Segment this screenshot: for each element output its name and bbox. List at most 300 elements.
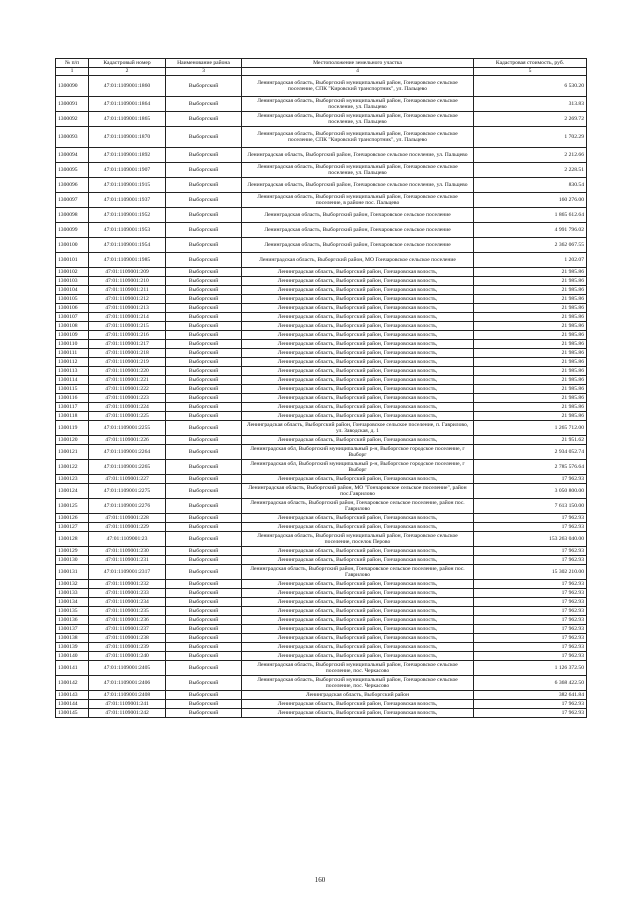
row-number-cell: 1300145 [56, 709, 89, 718]
cadastral-number-cell: 47:01:1109001:1864 [89, 97, 166, 112]
district-cell: Выборгский [166, 112, 242, 127]
table-row [56, 331, 587, 340]
table-row [56, 148, 587, 163]
table-row [56, 376, 587, 385]
cadastral-number-cell: 47:01:1109001:210 [89, 277, 166, 286]
location-cell: Ленинградская область, Выборгский район, Гончаровская волость, [242, 268, 474, 277]
cadastral-number-cell: 47:01:1109001:1952 [89, 208, 166, 223]
row-number-cell: 1300140 [56, 652, 89, 661]
cadastral-number-cell: 47:01:1109001:1860 [89, 76, 166, 97]
cadastral-number-cell: 47:01:1109001:2406 [89, 676, 166, 691]
cadastral-value-cell: 21 985.86 [474, 358, 587, 367]
row-number-cell: 1300125 [56, 499, 89, 514]
row-number-cell: 1300107 [56, 313, 89, 322]
location-cell: Ленинградская область, Выборгский муниципальный район, Гончаровское сельское поселение, пос. Черкасово [242, 661, 474, 676]
location-cell: Ленинградская область, Выборгский район, МО Гончаровское сельское поселение [242, 253, 474, 268]
cadastral-value-cell: 1 702.29 [474, 127, 587, 148]
cadastral-value-cell: 21 985.86 [474, 295, 587, 304]
cadastral-number-cell: 47:01:1109001:233 [89, 589, 166, 598]
district-cell: Выборгский [166, 700, 242, 709]
location-cell: Ленинградская область, Выборгский район, Гончаровская волость, [242, 331, 474, 340]
row-number-cell: 1300110 [56, 340, 89, 349]
cadastral-value-cell: 21 985.86 [474, 412, 587, 421]
cadastral-table [55, 58, 587, 718]
cadastral-number-cell: 47:01:1109001:1870 [89, 127, 166, 148]
cadastral-number-cell: 47:01:1109001:222 [89, 385, 166, 394]
row-number-cell: 1300097 [56, 193, 89, 208]
cadastral-value-cell: 1 202.07 [474, 253, 587, 268]
location-cell: Ленинградская область, Выборгский район, Гончаровское сельское поселение, ул. Пальцево [242, 148, 474, 163]
cadastral-value-cell: 4 991 796.02 [474, 223, 587, 238]
location-cell: Ленинградская область, Выборгский район, Гончаровское сельское поселение [242, 223, 474, 238]
cadastral-value-cell: 153 263 040.00 [474, 532, 587, 547]
district-cell: Выборгский [166, 499, 242, 514]
cadastral-number-cell: 47:01:1109001:2317 [89, 565, 166, 580]
row-number-cell: 1300137 [56, 625, 89, 634]
cadastral-value-cell: 2 362 067.55 [474, 238, 587, 253]
row-number-cell: 1300142 [56, 676, 89, 691]
table-row [56, 238, 587, 253]
location-cell: Ленинградская область, Выборгский район, Гончаровская волость, [242, 556, 474, 565]
location-cell: Ленинградская область, Выборгский район, Гончаровская волость, [242, 475, 474, 484]
location-cell: Ленинградская область, Выборгский район, Гончаровская волость, [242, 295, 474, 304]
cadastral-number-cell: 47:01:1109001:221 [89, 376, 166, 385]
cadastral-number-cell: 47:01:1109001:223 [89, 394, 166, 403]
row-number-cell: 1300127 [56, 523, 89, 532]
row-number-cell: 1300115 [56, 385, 89, 394]
location-cell: Ленинградская область, Выборгский район, Гончаровская волость, [242, 709, 474, 718]
table-row [56, 295, 587, 304]
cadastral-number-cell: 47:01:1109001:215 [89, 322, 166, 331]
cadastral-number-cell: 47:01:1109001:217 [89, 340, 166, 349]
location-cell: Ленинградская область, Выборгский район, Гончаровская волость, [242, 367, 474, 376]
district-cell: Выборгский [166, 412, 242, 421]
location-cell: Ленинградская область, Выборгский муниципальный район, Гончаровское сельское поселение, в районе пос. Пальцево [242, 193, 474, 208]
table-row [56, 625, 587, 634]
table-row [56, 634, 587, 643]
district-cell: Выборгский [166, 286, 242, 295]
district-cell: Выборгский [166, 208, 242, 223]
district-cell: Выборгский [166, 532, 242, 547]
cadastral-value-cell: 21 985.86 [474, 322, 587, 331]
district-cell: Выборгский [166, 385, 242, 394]
cadastral-value-cell: 2 212.66 [474, 148, 587, 163]
row-number-cell: 1300101 [56, 253, 89, 268]
district-cell: Выборгский [166, 643, 242, 652]
cadastral-value-cell: 7 613 150.00 [474, 499, 587, 514]
district-cell: Выборгский [166, 565, 242, 580]
row-number-cell: 1300108 [56, 322, 89, 331]
cadastral-number-cell: 47:01:1109001:1953 [89, 223, 166, 238]
cadastral-number-cell: 47:01:1109001:239 [89, 643, 166, 652]
table-row [56, 76, 587, 97]
column-number: 2 [89, 68, 166, 76]
cadastral-number-cell: 47:01:1109001:232 [89, 580, 166, 589]
cadastral-value-cell: 6 530.20 [474, 76, 587, 97]
location-cell: Ленинградская область, Выборгский муниципальный район, Гончаровское сельское поселение, ул. Пальцево [242, 112, 474, 127]
cadastral-number-cell: 47:01:1109001:230 [89, 547, 166, 556]
table-row [56, 691, 587, 700]
cadastral-number-cell: 47:01:1109001:2264 [89, 445, 166, 460]
table-row [56, 277, 587, 286]
cadastral-value-cell: 21 985.86 [474, 349, 587, 358]
row-number-cell: 1300116 [56, 394, 89, 403]
cadastral-value-cell: 21 985.86 [474, 313, 587, 322]
table-row [56, 484, 587, 499]
column-number: 4 [242, 68, 474, 76]
table-row [56, 532, 587, 547]
district-cell: Выборгский [166, 625, 242, 634]
district-cell: Выборгский [166, 514, 242, 523]
district-cell: Выборгский [166, 421, 242, 436]
cadastral-number-cell: 47:01:1109001:220 [89, 367, 166, 376]
table-row [56, 616, 587, 625]
cadastral-number-cell: 47:01:1109001:1915 [89, 178, 166, 193]
cadastral-number-cell: 47:01:1109001:2275 [89, 484, 166, 499]
table-row [56, 547, 587, 556]
cadastral-number-cell: 47:01:1109001:2405 [89, 661, 166, 676]
table-row [56, 412, 587, 421]
location-cell: Ленинградская область, Выборгский район, Гончаровское сельское поселение, район пос. Гаврилово [242, 499, 474, 514]
cadastral-value-cell: 17 962.93 [474, 634, 587, 643]
cadastral-value-cell: 17 962.93 [474, 643, 587, 652]
cadastral-value-cell: 21 985.86 [474, 367, 587, 376]
district-cell: Выборгский [166, 403, 242, 412]
cadastral-value-cell: 830.54 [474, 178, 587, 193]
row-number-cell: 1300131 [56, 565, 89, 580]
header-row [56, 59, 587, 68]
row-number-cell: 1300138 [56, 634, 89, 643]
cadastral-number-cell: 47:01:1109001:2276 [89, 499, 166, 514]
table-row [56, 223, 587, 238]
row-number-cell: 1300111 [56, 349, 89, 358]
cadastral-number-cell: 47:01:1109001:23 [89, 532, 166, 547]
location-cell: Ленинградская область, Выборгский район, Гончаровская волость, [242, 412, 474, 421]
district-cell: Выборгский [166, 322, 242, 331]
district-cell: Выборгский [166, 331, 242, 340]
location-cell: Ленинградская область, Выборгский район, Гончаровская волость, [242, 385, 474, 394]
location-cell: Ленинградская область, Выборгский район, Гончаровская волость, [242, 436, 474, 445]
table-row [56, 253, 587, 268]
row-number-cell: 1300109 [56, 331, 89, 340]
cadastral-number-cell: 47:01:1109001:1937 [89, 193, 166, 208]
cadastral-value-cell: 21 985.86 [474, 277, 587, 286]
cadastral-value-cell: 17 962.93 [474, 652, 587, 661]
cadastral-value-cell: 17 962.93 [474, 547, 587, 556]
table-row [56, 349, 587, 358]
district-cell: Выборгский [166, 367, 242, 376]
row-number-cell: 1300132 [56, 580, 89, 589]
district-cell: Выборгский [166, 436, 242, 445]
location-cell: Ленинградская обл, Выборгский муниципальный р-н, Выборгское городское поселение, г Выборг [242, 445, 474, 460]
table-row [56, 178, 587, 193]
location-cell: Ленинградская область, Выборгский район, Гончаровская волость, [242, 349, 474, 358]
cadastral-number-cell: 47:01:1109001:241 [89, 700, 166, 709]
row-number-cell: 1300102 [56, 268, 89, 277]
location-cell: Ленинградская область, Выборгский район, Гончаровская волость, [242, 322, 474, 331]
location-cell: Ленинградская область, Выборгский район, Гончаровская волость, [242, 616, 474, 625]
cadastral-value-cell: 382 641.84 [474, 691, 587, 700]
location-cell: Ленинградская область, Выборгский район, Гончаровская волость, [242, 589, 474, 598]
table-row [56, 358, 587, 367]
location-cell: Ленинградская область, Выборгский муниципальный район, Гончаровское сельское поселение, пос. Черкасово [242, 676, 474, 691]
district-cell: Выборгский [166, 607, 242, 616]
row-number-cell: 1300122 [56, 460, 89, 475]
district-cell: Выборгский [166, 589, 242, 598]
cadastral-number-cell: 47:01:1109001:226 [89, 436, 166, 445]
table-row [56, 340, 587, 349]
cadastral-value-cell: 21 985.86 [474, 403, 587, 412]
table-row [56, 403, 587, 412]
cadastral-number-cell: 47:01:1109001:240 [89, 652, 166, 661]
district-cell: Выборгский [166, 277, 242, 286]
table-row [56, 556, 587, 565]
table-row [56, 523, 587, 532]
location-cell: Ленинградская область, Выборгский район, Гончаровская волость, [242, 598, 474, 607]
table-row [56, 208, 587, 223]
district-cell: Выборгский [166, 127, 242, 148]
table-row [56, 127, 587, 148]
location-cell: Ленинградская область, Выборгский район, Гончаровская волость, [242, 313, 474, 322]
cadastral-value-cell: 17 962.93 [474, 475, 587, 484]
row-number-cell: 1300100 [56, 238, 89, 253]
district-cell: Выборгский [166, 652, 242, 661]
cadastral-number-cell: 47:01:1109001:1954 [89, 238, 166, 253]
table-row [56, 475, 587, 484]
district-cell: Выборгский [166, 304, 242, 313]
district-cell: Выборгский [166, 394, 242, 403]
table-row [56, 304, 587, 313]
cadastral-number-cell: 47:01:1109001:213 [89, 304, 166, 313]
district-cell: Выборгский [166, 445, 242, 460]
table-row [56, 661, 587, 676]
table-row [56, 565, 587, 580]
cadastral-number-cell: 47:01:1109001:211 [89, 286, 166, 295]
row-number-cell: 1300105 [56, 295, 89, 304]
cadastral-number-cell: 47:01:1109001:224 [89, 403, 166, 412]
location-cell: Ленинградская область, Выборгский район, Гончаровская волость, [242, 652, 474, 661]
cadastral-value-cell: 21 985.86 [474, 331, 587, 340]
cadastral-number-cell: 47:01:1109001:237 [89, 625, 166, 634]
cadastral-value-cell: 21 951.62 [474, 436, 587, 445]
cadastral-number-cell: 47:01:1109001:216 [89, 331, 166, 340]
row-number-cell: 1300098 [56, 208, 89, 223]
table-row [56, 268, 587, 277]
column-number: 3 [166, 68, 242, 76]
cadastral-value-cell: 6 368 422.50 [474, 676, 587, 691]
cadastral-value-cell: 17 962.93 [474, 556, 587, 565]
table-row [56, 163, 587, 178]
cadastral-number-cell: 47:01:1109001:242 [89, 709, 166, 718]
column-number-row [56, 68, 587, 76]
location-cell: Ленинградская область, Выборгский район, Гончаровская волость, [242, 394, 474, 403]
location-cell: Ленинградская область, Выборгский район, Гончаровское сельское поселение, район пос. Гаврилово [242, 565, 474, 580]
location-cell: Ленинградская область, Выборгский район, МО "Гончаровское сельское поселение", район пос.Гаврилово [242, 484, 474, 499]
row-number-cell: 1300096 [56, 178, 89, 193]
district-cell: Выборгский [166, 340, 242, 349]
table-row [56, 367, 587, 376]
location-cell: Ленинградская область, Выборгский район, Гончаровское сельское поселение [242, 208, 474, 223]
table-row [56, 385, 587, 394]
cadastral-value-cell: 21 985.86 [474, 376, 587, 385]
cadastral-number-cell: 47:01:1109001:225 [89, 412, 166, 421]
cadastral-number-cell: 47:01:1109001:214 [89, 313, 166, 322]
table-row [56, 436, 587, 445]
row-number-cell: 1300144 [56, 700, 89, 709]
row-number-cell: 1300099 [56, 223, 89, 238]
cadastral-value-cell: 21 985.86 [474, 286, 587, 295]
table-row [56, 286, 587, 295]
location-cell: Ленинградская область, Выборгский район, Гончаровская волость, [242, 376, 474, 385]
district-cell: Выборгский [166, 547, 242, 556]
district-cell: Выборгский [166, 358, 242, 367]
cadastral-value-cell: 17 962.93 [474, 709, 587, 718]
cadastral-value-cell: 17 962.93 [474, 598, 587, 607]
district-cell: Выборгский [166, 484, 242, 499]
cadastral-number-cell: 47:01:1109001:218 [89, 349, 166, 358]
cadastral-number-cell: 47:01:1109001:227 [89, 475, 166, 484]
row-number-cell: 1300103 [56, 277, 89, 286]
row-number-cell: 1300118 [56, 412, 89, 421]
row-number-cell: 1300112 [56, 358, 89, 367]
table-row [56, 322, 587, 331]
cadastral-number-cell: 47:01:1109001:235 [89, 607, 166, 616]
table-row [56, 709, 587, 718]
table-body [56, 76, 587, 718]
cadastral-value-cell: 21 985.86 [474, 394, 587, 403]
district-cell: Выборгский [166, 709, 242, 718]
page-number: 160 [314, 876, 326, 884]
location-cell: Ленинградская область, Выборгский район, Гончаровская волость, [242, 547, 474, 556]
district-cell: Выборгский [166, 460, 242, 475]
row-number-cell: 1300090 [56, 76, 89, 97]
cadastral-value-cell: 160 276.00 [474, 193, 587, 208]
cadastral-value-cell: 17 962.93 [474, 589, 587, 598]
cadastral-value-cell: 17 962.93 [474, 625, 587, 634]
cadastral-value-cell: 21 985.86 [474, 268, 587, 277]
table-row [56, 514, 587, 523]
cadastral-number-cell: 47:01:1109001:212 [89, 295, 166, 304]
table-row [56, 499, 587, 514]
location-cell: Ленинградская область, Выборгский район, Гончаровская волость, [242, 286, 474, 295]
district-cell: Выборгский [166, 223, 242, 238]
row-number-cell: 1300091 [56, 97, 89, 112]
cadastral-value-cell: 17 962.93 [474, 514, 587, 523]
district-cell: Выборгский [166, 349, 242, 358]
table-row [56, 700, 587, 709]
district-cell: Выборгский [166, 580, 242, 589]
location-cell: Ленинградская область, Выборгский район, Гончаровская волость, [242, 277, 474, 286]
table-row [56, 97, 587, 112]
row-number-cell: 1300141 [56, 661, 89, 676]
header-location: Местоположение земельного участка [242, 59, 474, 68]
location-cell: Ленинградская область, Выборгский муниципальный район, Гончаровское сельское поселение, ул. Пальцево [242, 163, 474, 178]
cadastral-value-cell: 313.83 [474, 97, 587, 112]
row-number-cell: 1300134 [56, 598, 89, 607]
cadastral-number-cell: 47:01:1109001:2408 [89, 691, 166, 700]
row-number-cell: 1300094 [56, 148, 89, 163]
location-cell: Ленинградская область, Выборгский район, Гончаровское сельское поселение, ул. Пальцево [242, 178, 474, 193]
table-row [56, 607, 587, 616]
table-row [56, 445, 587, 460]
row-number-cell: 1300133 [56, 589, 89, 598]
district-cell: Выборгский [166, 691, 242, 700]
district-cell: Выборгский [166, 556, 242, 565]
location-cell: Ленинградская область, Выборгский район, Гончаровская волость, [242, 580, 474, 589]
location-cell: Ленинградская обл, Выборгский муниципальный р-н, Выборгское городское поселение, г Выборг [242, 460, 474, 475]
cadastral-value-cell: 1 865 612.64 [474, 208, 587, 223]
cadastral-number-cell: 47:01:1109001:2265 [89, 460, 166, 475]
cadastral-value-cell: 21 985.86 [474, 385, 587, 394]
row-number-cell: 1300136 [56, 616, 89, 625]
cadastral-value-cell: 2 228.51 [474, 163, 587, 178]
table-row [56, 460, 587, 475]
table-row [56, 580, 587, 589]
cadastral-value-cell: 2 785 576.64 [474, 460, 587, 475]
location-cell: Ленинградская область, Выборгский район, Гончаровская волость, [242, 514, 474, 523]
row-number-cell: 1300130 [56, 556, 89, 565]
district-cell: Выборгский [166, 253, 242, 268]
district-cell: Выборгский [166, 163, 242, 178]
location-cell: Ленинградская область, Выборгский муниципальный район, Гончаровское сельское поселение, СПК "Кировский транспортник", ул. Пальцево [242, 76, 474, 97]
cadastral-number-cell: 47:01:1109001:209 [89, 268, 166, 277]
cadastral-number-cell: 47:01:1109001:228 [89, 514, 166, 523]
row-number-cell: 1300092 [56, 112, 89, 127]
location-cell: Ленинградская область, Выборгский муниципальный район, Гончаровское сельское поселение, поселок Перово [242, 532, 474, 547]
cadastral-value-cell: 1 126 372.50 [474, 661, 587, 676]
table-row [56, 643, 587, 652]
cadastral-value-cell: 21 985.86 [474, 304, 587, 313]
location-cell: Ленинградская область, Выборгский район, Гончаровская волость, [242, 634, 474, 643]
table-row [56, 112, 587, 127]
table-row [56, 421, 587, 436]
cadastral-value-cell: 17 962.93 [474, 700, 587, 709]
location-cell: Ленинградская область, Выборгский район, Гончаровская волость, [242, 607, 474, 616]
cadastral-number-cell: 47:01:1109001:234 [89, 598, 166, 607]
district-cell: Выборгский [166, 376, 242, 385]
cadastral-number-cell: 47:01:1109001:1907 [89, 163, 166, 178]
row-number-cell: 1300124 [56, 484, 89, 499]
cadastral-value-cell: 2 269.72 [474, 112, 587, 127]
cadastral-value-cell: 17 962.93 [474, 580, 587, 589]
district-cell: Выборгский [166, 295, 242, 304]
district-cell: Выборгский [166, 676, 242, 691]
row-number-cell: 1300119 [56, 421, 89, 436]
district-cell: Выборгский [166, 97, 242, 112]
cadastral-value-cell: 1 265 712.00 [474, 421, 587, 436]
district-cell: Выборгский [166, 523, 242, 532]
row-number-cell: 1300093 [56, 127, 89, 148]
column-number: 1 [56, 68, 89, 76]
row-number-cell: 1300120 [56, 436, 89, 445]
district-cell: Выборгский [166, 148, 242, 163]
row-number-cell: 1300143 [56, 691, 89, 700]
cadastral-number-cell: 47:01:1109001:2255 [89, 421, 166, 436]
location-cell: Ленинградская область, Выборгский муниципальный район, Гончаровское сельское поселение, ул. Пальцево [242, 97, 474, 112]
row-number-cell: 1300095 [56, 163, 89, 178]
row-number-cell: 1300139 [56, 643, 89, 652]
row-number-cell: 1300128 [56, 532, 89, 547]
row-number-cell: 1300129 [56, 547, 89, 556]
row-number-cell: 1300114 [56, 376, 89, 385]
header-district: Наименование района [166, 59, 242, 68]
cadastral-value-cell: 3 050 800.00 [474, 484, 587, 499]
location-cell: Ленинградская область, Выборгский район, Гончаровская волость, [242, 358, 474, 367]
row-number-cell: 1300121 [56, 445, 89, 460]
location-cell: Ленинградская область, Выборгский район, Гончаровская волость, [242, 625, 474, 634]
district-cell: Выборгский [166, 616, 242, 625]
location-cell: Ленинградская область, Выборгский район, Гончаровская волость, [242, 304, 474, 313]
